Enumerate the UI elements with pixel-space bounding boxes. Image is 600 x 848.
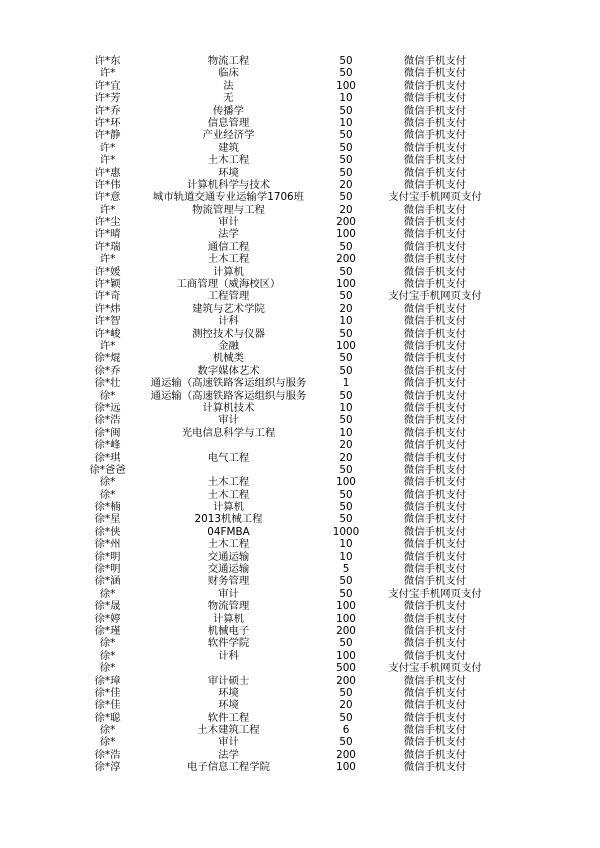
payment-method: 微信手机支付 — [403, 624, 467, 637]
payment-method: 微信手机支付 — [403, 575, 467, 588]
payment-method: 微信手机支付 — [403, 129, 467, 142]
donor-name: 许*奇 — [94, 290, 121, 303]
donation-amount: 100 — [336, 612, 356, 625]
donation-amount: 50 — [339, 587, 353, 600]
payment-method: 微信手机支付 — [403, 228, 467, 241]
payment-method: 微信手机支付 — [403, 439, 467, 452]
donation-amount: 10 — [339, 315, 353, 328]
donor-major: 土木建筑工程 — [197, 724, 260, 737]
payment-method: 微信手机支付 — [403, 649, 467, 662]
payment-method: 微信手机支付 — [403, 736, 467, 749]
donation-amount: 50 — [339, 352, 353, 365]
donor-major: 土木工程 — [207, 538, 250, 551]
donation-amount: 50 — [339, 327, 353, 340]
table-row — [0, 501, 600, 513]
donation-amount: 20 — [339, 178, 353, 191]
table-row — [0, 80, 600, 92]
table-row — [0, 712, 600, 724]
payment-method: 微信手机支付 — [403, 699, 467, 712]
donor-name: 许*晴 — [94, 228, 121, 241]
payment-method: 微信手机支付 — [403, 352, 467, 365]
donor-major: 软件学院 — [207, 637, 250, 650]
donor-name: 许* — [99, 203, 116, 216]
donor-major: 审计 — [218, 414, 239, 427]
table-row — [0, 538, 600, 550]
donor-major: 光电信息科学与工程 — [181, 426, 276, 439]
donor-major: 电气工程 — [207, 451, 250, 464]
payment-method: 微信手机支付 — [403, 513, 467, 526]
donor-major: 通运输（高速铁路客运组织与服务 — [150, 377, 307, 390]
donor-major: 物流管理与工程 — [192, 203, 265, 216]
donor-name: 徐*明 — [94, 563, 121, 576]
donation-amount: 50 — [339, 129, 353, 142]
table-row — [0, 749, 600, 761]
table-row — [0, 513, 600, 525]
table-row — [0, 675, 600, 687]
table-row — [0, 278, 600, 290]
table-row — [0, 427, 600, 439]
donation-amount: 50 — [339, 736, 353, 749]
payment-method: 微信手机支付 — [403, 178, 467, 191]
donor-name: 许* — [99, 154, 116, 167]
payment-method: 微信手机支付 — [403, 104, 467, 117]
donation-amount: 20 — [339, 439, 353, 452]
donor-major: 环境 — [218, 699, 239, 712]
donor-name: 许*瑞 — [94, 240, 121, 253]
payment-method: 微信手机支付 — [403, 278, 467, 291]
donor-name: 许*智 — [94, 315, 121, 328]
donor-name: 徐* — [99, 724, 116, 737]
payment-method: 微信手机支付 — [403, 389, 467, 402]
payment-method: 微信手机支付 — [403, 612, 467, 625]
table-row — [0, 476, 600, 488]
donor-major: 金融 — [218, 339, 239, 352]
donor-major: 审计 — [218, 736, 239, 749]
donor-major: 计算机科学与技术 — [186, 178, 271, 191]
table-row — [0, 625, 600, 637]
donor-major: 环境 — [218, 686, 239, 699]
table-row — [0, 129, 600, 141]
donation-amount: 50 — [339, 104, 353, 117]
payment-method: 微信手机支付 — [403, 203, 467, 216]
donor-major: 电子信息工程学院 — [186, 761, 271, 774]
donor-major: 审计硕士 — [207, 674, 250, 687]
donor-major: 软件工程 — [207, 711, 250, 724]
donor-name: 徐*爸爸 — [89, 463, 126, 476]
donor-major: 法 — [223, 79, 234, 92]
donation-amount: 100 — [336, 278, 356, 291]
donation-amount: 5 — [342, 563, 350, 576]
table-row — [0, 414, 600, 426]
table-row — [0, 328, 600, 340]
donation-amount: 20 — [339, 451, 353, 464]
table-row — [0, 204, 600, 216]
donation-amount: 100 — [336, 476, 356, 489]
donor-major: 环境 — [218, 166, 239, 179]
table-row — [0, 352, 600, 364]
donation-amount: 10 — [339, 116, 353, 129]
payment-method: 微信手机支付 — [403, 265, 467, 278]
table-row — [0, 699, 600, 711]
table-row — [0, 365, 600, 377]
donor-major: 土木工程 — [207, 154, 250, 167]
donor-name: 徐*乔 — [94, 364, 121, 377]
donor-name: 徐*晟 — [94, 600, 121, 613]
donor-major: 城市轨道交通专业运输学1706班 — [152, 191, 305, 204]
donor-major: 无 — [223, 92, 234, 105]
donor-name: 许* — [99, 253, 116, 266]
table-row — [0, 253, 600, 265]
table-row — [0, 402, 600, 414]
donor-major: 法学 — [218, 748, 239, 761]
donation-amount: 50 — [339, 637, 353, 650]
table-row — [0, 600, 600, 612]
donation-amount: 500 — [336, 662, 356, 675]
payment-method: 微信手机支付 — [403, 748, 467, 761]
donor-major: 04FMBA — [207, 525, 250, 538]
table-row — [0, 464, 600, 476]
donor-name: 徐*琪 — [94, 451, 121, 464]
donor-major: 建筑与艺术学院 — [192, 302, 265, 315]
payment-method: 微信手机支付 — [403, 67, 467, 80]
donation-amount: 50 — [339, 686, 353, 699]
payment-method: 微信手机支付 — [403, 463, 467, 476]
donor-name: 徐* — [99, 389, 116, 402]
table-row — [0, 563, 600, 575]
donation-amount: 50 — [339, 290, 353, 303]
donor-name: 许* — [99, 67, 116, 80]
donor-name: 徐*星 — [94, 513, 121, 526]
donation-amount: 200 — [336, 216, 356, 229]
table-row — [0, 489, 600, 501]
payment-method: 支付宝手机网页支付 — [388, 662, 482, 675]
donor-name: 许*宜 — [94, 79, 121, 92]
donor-name: 徐*闽 — [94, 426, 121, 439]
payment-method: 微信手机支付 — [403, 501, 467, 514]
donor-major: 审计 — [218, 587, 239, 600]
table-row — [0, 266, 600, 278]
donation-amount: 200 — [336, 674, 356, 687]
donor-name: 徐* — [99, 476, 116, 489]
donor-name: 徐*州 — [94, 538, 121, 551]
donation-amount: 50 — [339, 67, 353, 80]
table-row — [0, 92, 600, 104]
table-row — [0, 105, 600, 117]
donor-name: 许*意 — [94, 191, 121, 204]
donor-name: 许*峻 — [94, 327, 121, 340]
table-row — [0, 377, 600, 389]
donor-name: 徐*焜 — [94, 352, 121, 365]
donor-major: 工商管理（威海校区） — [176, 278, 281, 291]
donor-name: 徐* — [99, 662, 116, 675]
donor-name: 徐*瑾 — [94, 624, 121, 637]
payment-method: 微信手机支付 — [403, 377, 467, 390]
donation-amount: 50 — [339, 166, 353, 179]
donor-major: 临床 — [218, 67, 239, 80]
payment-method: 微信手机支付 — [403, 154, 467, 167]
donation-amount: 10 — [339, 550, 353, 563]
donor-name: 徐* — [99, 637, 116, 650]
payment-method: 微信手机支付 — [403, 327, 467, 340]
payment-method: 微信手机支付 — [403, 141, 467, 154]
donor-major: 计算机 — [212, 501, 245, 514]
donation-amount: 100 — [336, 761, 356, 774]
table-row — [0, 55, 600, 67]
donor-name: 徐* — [99, 488, 116, 501]
donor-name: 徐*远 — [94, 401, 121, 414]
donation-amount: 100 — [336, 649, 356, 662]
payment-method: 微信手机支付 — [403, 451, 467, 464]
table-row — [0, 452, 600, 464]
payment-method: 微信手机支付 — [403, 55, 467, 67]
donor-major: 数字媒体艺术 — [197, 364, 260, 377]
table-row — [0, 303, 600, 315]
payment-method: 支付宝手机网页支付 — [388, 290, 482, 303]
payment-method: 微信手机支付 — [403, 79, 467, 92]
donor-major: 工程管理 — [207, 290, 250, 303]
donor-name: 许*伟 — [94, 178, 121, 191]
donation-amount: 10 — [339, 401, 353, 414]
donor-name: 许*静 — [94, 129, 121, 142]
payment-method: 微信手机支付 — [403, 525, 467, 538]
donor-major: 审计 — [218, 216, 239, 229]
donation-amount: 10 — [339, 92, 353, 105]
table-row — [0, 662, 600, 674]
payment-method: 微信手机支付 — [403, 600, 467, 613]
donor-major: 土木工程 — [207, 253, 250, 266]
donor-major: 计科 — [218, 649, 239, 662]
donation-amount: 200 — [336, 748, 356, 761]
donor-major: 通运输（高速铁路客运组织与服务 — [150, 389, 307, 402]
payment-method: 微信手机支付 — [403, 302, 467, 315]
table-row — [0, 575, 600, 587]
donor-major: 计算机 — [212, 265, 245, 278]
donation-amount: 50 — [339, 488, 353, 501]
table-row — [0, 117, 600, 129]
donation-amount: 50 — [339, 389, 353, 402]
donor-major: 交通运输 — [207, 563, 250, 576]
payment-method: 微信手机支付 — [403, 401, 467, 414]
table-row — [0, 439, 600, 451]
payment-method: 微信手机支付 — [403, 761, 467, 774]
donation-amount: 50 — [339, 414, 353, 427]
donor-name: 徐* — [99, 649, 116, 662]
donor-name: 许*颖 — [94, 278, 121, 291]
donor-major: 计算机 — [212, 612, 245, 625]
donation-amount: 6 — [342, 724, 350, 737]
table-row — [0, 526, 600, 538]
table-row — [0, 637, 600, 649]
payment-method: 支付宝手机网页支付 — [388, 587, 482, 600]
payment-method: 微信手机支付 — [403, 240, 467, 253]
donor-name: 徐*楠 — [94, 501, 121, 514]
payment-method: 微信手机支付 — [403, 315, 467, 328]
donation-amount: 10 — [339, 426, 353, 439]
donor-name: 徐*明 — [94, 550, 121, 563]
donor-major: 机械类 — [212, 352, 245, 365]
table-row — [0, 216, 600, 228]
donor-name: 许*尘 — [94, 216, 121, 229]
table-row — [0, 551, 600, 563]
donation-amount: 50 — [339, 55, 353, 67]
payment-method: 微信手机支付 — [403, 339, 467, 352]
payment-method: 微信手机支付 — [403, 550, 467, 563]
donor-name: 许*乔 — [94, 104, 121, 117]
donor-name: 徐*浩 — [94, 748, 121, 761]
payment-method: 微信手机支付 — [403, 426, 467, 439]
donor-major: 测控技术与仪器 — [192, 327, 265, 340]
donor-major: 土木工程 — [207, 488, 250, 501]
donation-amount: 1000 — [332, 525, 360, 538]
donation-amount: 100 — [336, 339, 356, 352]
table-row — [0, 588, 600, 600]
donation-list — [0, 55, 600, 774]
donation-amount: 20 — [339, 699, 353, 712]
donor-name: 许*惠 — [94, 166, 121, 179]
donor-name: 徐*璋 — [94, 674, 121, 687]
donation-amount: 10 — [339, 538, 353, 551]
donation-amount: 50 — [339, 240, 353, 253]
table-row — [0, 290, 600, 302]
donor-name: 徐*浩 — [94, 414, 121, 427]
table-row — [0, 724, 600, 736]
donor-name: 徐*壮 — [94, 377, 121, 390]
donation-amount: 50 — [339, 191, 353, 204]
donor-name: 徐*聪 — [94, 711, 121, 724]
donation-amount: 50 — [339, 711, 353, 724]
donor-name: 徐* — [99, 736, 116, 749]
payment-method: 微信手机支付 — [403, 711, 467, 724]
table-row — [0, 179, 600, 191]
donation-amount: 200 — [336, 624, 356, 637]
payment-method: 微信手机支付 — [403, 488, 467, 501]
donor-name: 徐* — [99, 587, 116, 600]
payment-method: 微信手机支付 — [403, 364, 467, 377]
donor-name: 许*环 — [94, 116, 121, 129]
donor-name: 徐*峰 — [94, 439, 121, 452]
donation-amount: 50 — [339, 141, 353, 154]
donor-name: 许*芳 — [94, 92, 121, 105]
donor-major: 建筑 — [218, 141, 239, 154]
donor-major: 财务管理 — [207, 575, 250, 588]
donor-major: 通信工程 — [207, 240, 250, 253]
donor-name: 徐*婷 — [94, 612, 121, 625]
donation-amount: 50 — [339, 154, 353, 167]
donor-major: 2013机械工程 — [194, 513, 263, 526]
donor-name: 许*炜 — [94, 302, 121, 315]
table-row — [0, 142, 600, 154]
donor-name: 徐*佳 — [94, 686, 121, 699]
donation-amount: 1 — [342, 377, 350, 390]
donor-major: 计算机技术 — [202, 401, 255, 414]
donor-major: 机械电子 — [207, 624, 250, 637]
donation-amount: 20 — [339, 203, 353, 216]
donor-name: 徐*淳 — [94, 761, 121, 774]
donation-amount: 50 — [339, 575, 353, 588]
donor-name: 徐*佳 — [94, 699, 121, 712]
payment-method: 微信手机支付 — [403, 253, 467, 266]
payment-method: 微信手机支付 — [403, 476, 467, 489]
donation-amount: 100 — [336, 79, 356, 92]
payment-method: 微信手机支付 — [403, 686, 467, 699]
payment-method: 微信手机支付 — [403, 166, 467, 179]
donor-major: 产业经济学 — [202, 129, 255, 142]
donor-major: 传播学 — [212, 104, 245, 117]
donor-major: 信息管理 — [207, 116, 250, 129]
donor-name: 徐*侠 — [94, 525, 121, 538]
donor-major: 法学 — [218, 228, 239, 241]
donor-major: 物流管理 — [207, 600, 250, 613]
donation-amount: 100 — [336, 228, 356, 241]
table-row — [0, 340, 600, 352]
donation-amount: 50 — [339, 364, 353, 377]
payment-method: 微信手机支付 — [403, 563, 467, 576]
payment-method: 微信手机支付 — [403, 414, 467, 427]
donation-amount: 100 — [336, 600, 356, 613]
donor-major: 计科 — [218, 315, 239, 328]
table-row — [0, 228, 600, 240]
table-row — [0, 613, 600, 625]
table-row — [0, 315, 600, 327]
donor-name: 许*东 — [94, 55, 121, 67]
donation-amount: 50 — [339, 463, 353, 476]
table-row — [0, 167, 600, 179]
payment-method: 微信手机支付 — [403, 92, 467, 105]
table-row — [0, 154, 600, 166]
payment-method: 微信手机支付 — [403, 637, 467, 650]
table-row — [0, 687, 600, 699]
donor-major: 交通运输 — [207, 550, 250, 563]
table-row — [0, 736, 600, 748]
payment-method: 微信手机支付 — [403, 216, 467, 229]
table-row — [0, 241, 600, 253]
payment-method: 支付宝手机网页支付 — [388, 191, 482, 204]
donor-name: 许* — [99, 141, 116, 154]
table-row — [0, 650, 600, 662]
donation-amount: 20 — [339, 302, 353, 315]
table-row — [0, 390, 600, 402]
donor-name: 徐*涵 — [94, 575, 121, 588]
payment-method: 微信手机支付 — [403, 538, 467, 551]
table-row — [0, 67, 600, 79]
donor-name: 许* — [99, 339, 116, 352]
payment-method: 微信手机支付 — [403, 116, 467, 129]
donor-name: 许*媛 — [94, 265, 121, 278]
table-row — [0, 761, 600, 773]
payment-method: 微信手机支付 — [403, 674, 467, 687]
donor-major: 物流工程 — [207, 55, 250, 67]
donation-amount: 50 — [339, 513, 353, 526]
donation-amount: 50 — [339, 501, 353, 514]
donation-amount: 50 — [339, 265, 353, 278]
table-row — [0, 191, 600, 203]
donation-amount: 200 — [336, 253, 356, 266]
donor-major: 土木工程 — [207, 476, 250, 489]
payment-method: 微信手机支付 — [403, 724, 467, 737]
